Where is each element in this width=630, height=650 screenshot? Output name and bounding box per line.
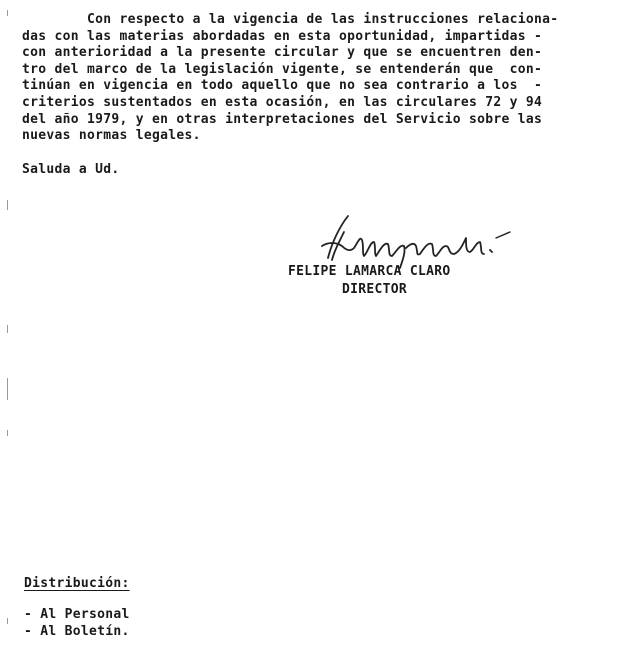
margin-mark <box>7 10 8 16</box>
distribution-heading: Distribución: <box>24 576 130 591</box>
distribution-list <box>24 606 130 640</box>
margin-mark <box>7 325 8 333</box>
distribution-item: - Al Boletín. <box>24 623 130 640</box>
margin-mark <box>7 618 8 624</box>
paragraph-line: del año 1979, y en otras interpretaciones del Servicio sobre las <box>22 111 543 127</box>
paragraph-line: criterios sustentados en esta ocasión, en las circulares 72 y 94 <box>22 94 543 110</box>
margin-mark <box>7 430 8 436</box>
paragraph-line: nuevas normas legales. <box>22 128 201 144</box>
greeting: Saluda a Ud. <box>22 162 120 177</box>
margin-mark <box>7 378 8 400</box>
distribution-item: - Al Personal <box>24 606 130 623</box>
margin-mark <box>7 200 8 210</box>
paragraph-line: tro del marco de la legislación vigente, se entenderán que con- <box>22 61 543 77</box>
body-paragraph <box>22 12 612 145</box>
paragraph-line: Con respecto a la vigencia de las instrucciones relaciona- <box>22 12 559 27</box>
handwritten-signature <box>314 212 514 272</box>
signatory-name: FELIPE LAMARCA CLARO <box>288 264 451 279</box>
paragraph-line: con anterioridad a la presente circular y que se encuentren den- <box>22 45 543 61</box>
paragraph-line: tinúan en vigencia en todo aquello que no sea contrario a los - <box>22 78 543 94</box>
signatory-title: DIRECTOR <box>342 282 408 297</box>
paragraph-line: das con las materias abordadas en esta oportunidad, impartidas - <box>22 28 543 44</box>
